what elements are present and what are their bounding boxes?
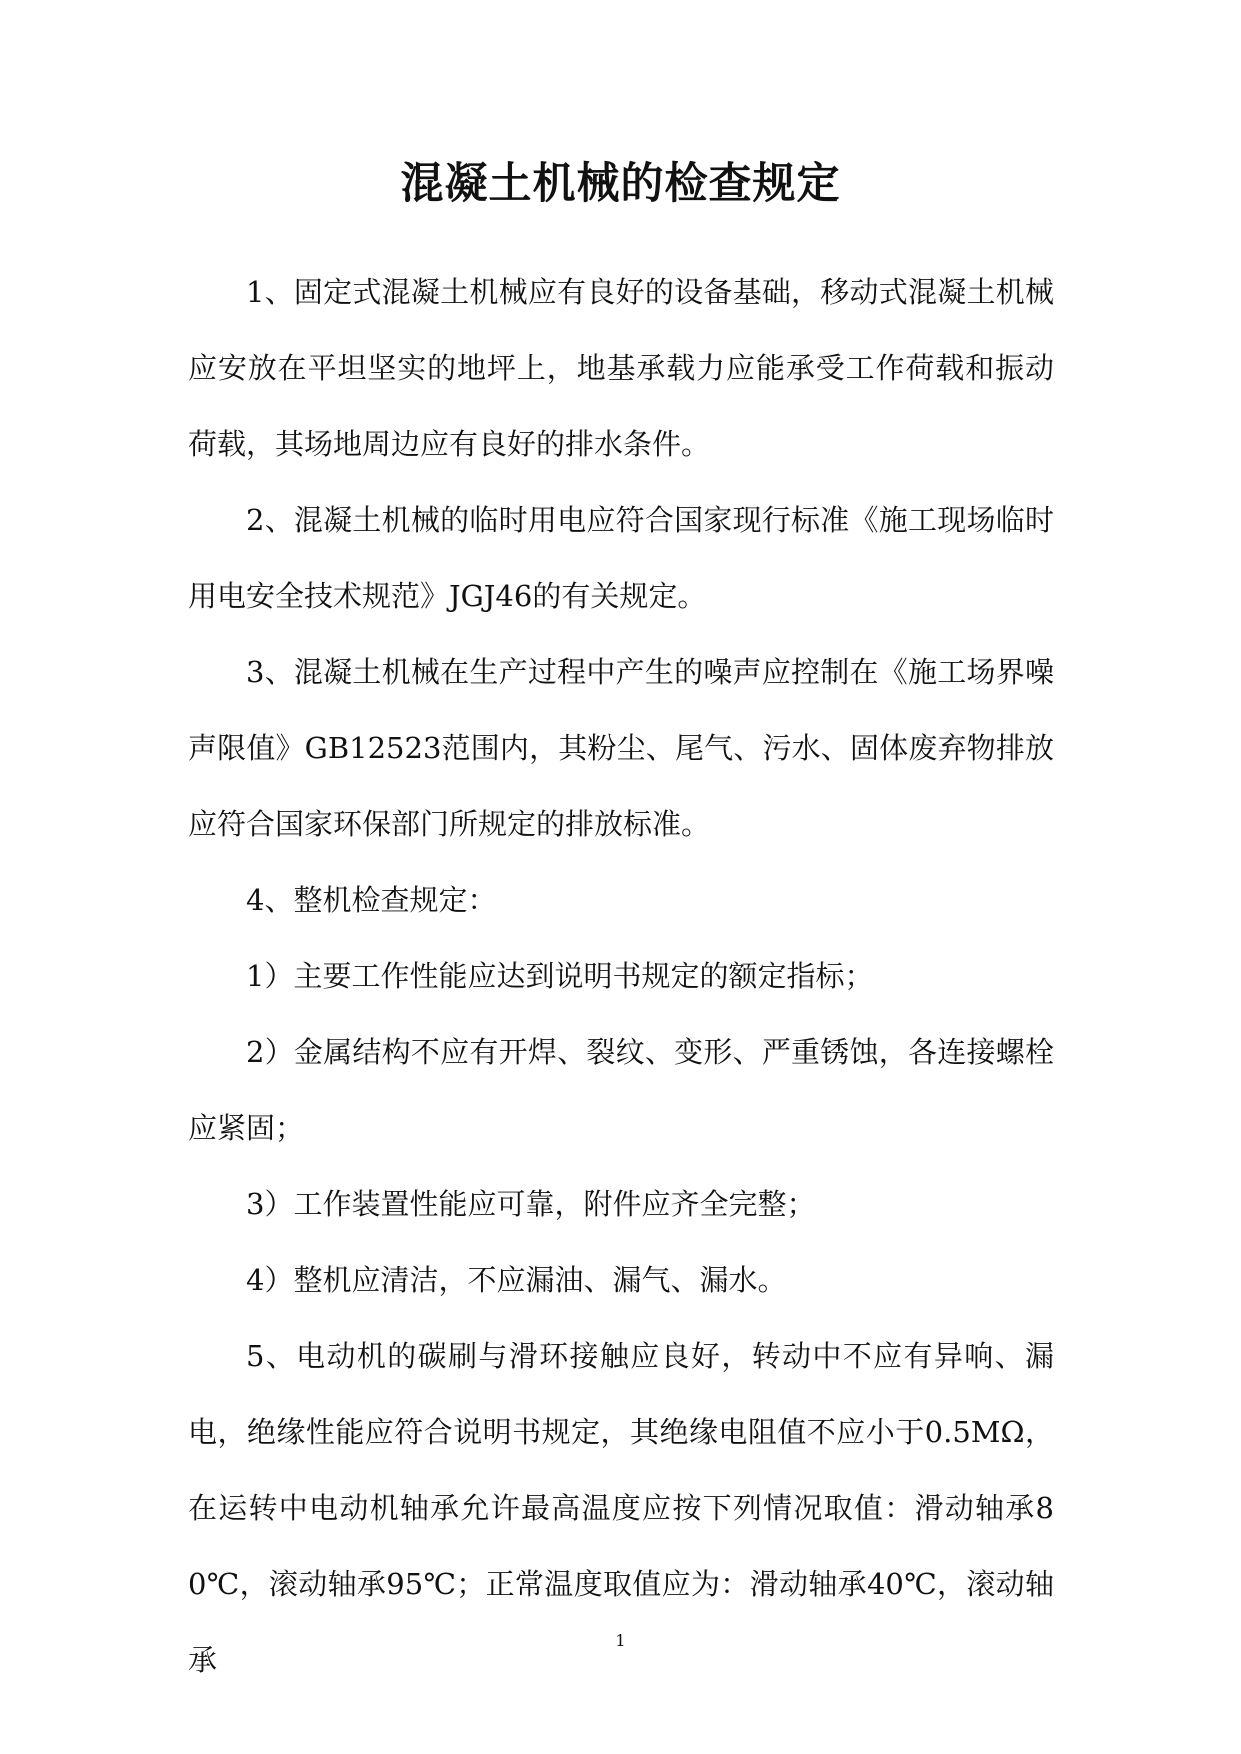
page-number: 1 <box>615 1631 626 1650</box>
paragraph-4-item-4: 4）整机应清洁，不应漏油、漏气、漏水。 <box>246 1263 787 1297</box>
paragraph-4: 4、整机检查规定： <box>246 883 497 917</box>
paragraph-4-item-2: 2）金属结构不应有开焊、裂纹、变形、严重锈蚀，各连接螺栓应紧固； <box>188 1035 1054 1145</box>
paragraph-1: 1、固定式混凝土机械应有良好的设备基础，移动式混凝土机械应安放在平坦坚实的地坪上，地基承载力应能承受工作荷载和振动荷载，其场地周边应有良好的排水条件。 <box>188 275 1054 461</box>
paragraph-4-item-1: 1）主要工作性能应达到说明书规定的额定指标； <box>246 959 874 993</box>
paragraph-4-item-3: 3）工作装置性能应可靠，附件应齐全完整； <box>246 1187 816 1221</box>
document-body <box>188 254 1054 1698</box>
document-title: 混凝土机械的检查规定 <box>400 159 841 209</box>
paragraph-5: 5、电动机的碳刷与滑环接触应良好，转动中不应有异响、漏电，绝缘性能应符合说明书规定，其绝缘电阻值不应小于0.5MΩ，在运转中电动机轴承允许最高温度应按下列情况取值：滑动轴承80℃，滚动轴承95℃；正常温度取值应为：滑动轴承40℃，滚动轴承 <box>188 1339 1054 1677</box>
paragraph-3: 3、混凝土机械在生产过程中产生的噪声应控制在《施工场界噪声限值》GB12523范围内，其粉尘、尾气、污水、固体废弃物排放应符合国家环保部门所规定的排放标准。 <box>188 655 1054 841</box>
paragraph-2: 2、混凝土机械的临时用电应符合国家现行标准《施工现场临时用电安全技术规范》JGJ46的有关规定。 <box>188 503 1054 613</box>
